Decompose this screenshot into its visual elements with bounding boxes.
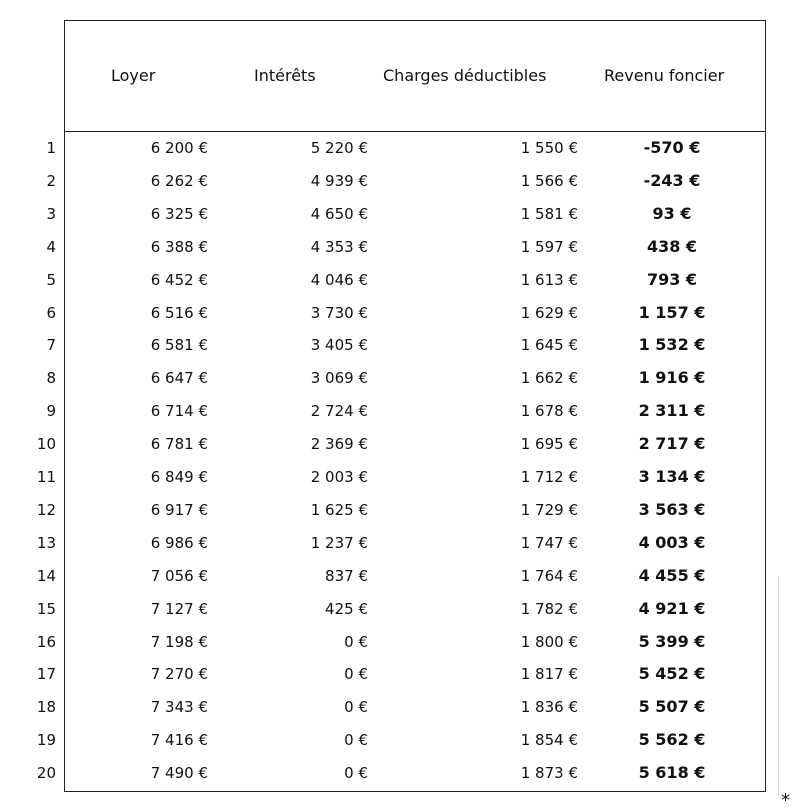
row-index: 15 <box>36 599 56 618</box>
cell-loyer: 6 200 € <box>150 139 208 157</box>
row-index: 3 <box>46 204 56 223</box>
cell-loyer: 6 986 € <box>150 533 208 552</box>
cell-interets: 2 724 € <box>310 402 368 421</box>
header-charges: Charges déductibles <box>383 66 547 85</box>
row-index: 17 <box>36 665 56 684</box>
cell-revenu: -570 € <box>643 138 701 157</box>
cell-interets: 3 405 € <box>310 336 368 355</box>
cell-charges: 1 729 € <box>520 500 578 519</box>
footnote-asterisk: * <box>781 790 790 811</box>
cell-interets: 1 237 € <box>310 533 368 552</box>
header-interets: Intérêts <box>254 66 316 85</box>
cell-charges: 1 873 € <box>520 764 578 783</box>
cell-loyer: 7 270 € <box>150 665 208 684</box>
cell-interets: 3 730 € <box>310 303 368 322</box>
row-index: 11 <box>36 468 56 486</box>
cell-interets: 4 939 € <box>310 171 368 190</box>
cell-revenu: 438 € <box>646 236 698 256</box>
row-index: 16 <box>36 632 56 651</box>
cell-revenu: 4 921 € <box>638 598 706 618</box>
cell-charges: 1 800 € <box>520 632 578 651</box>
cell-charges: 1 629 € <box>520 303 578 322</box>
cell-interets: 5 220 € <box>310 139 368 157</box>
cell-revenu: 93 € <box>652 203 692 223</box>
cell-loyer: 6 849 € <box>150 468 208 486</box>
row-index: 18 <box>36 698 56 717</box>
cell-charges: 1 645 € <box>520 336 578 355</box>
cell-charges: 1 854 € <box>520 731 578 750</box>
cell-revenu: 5 618 € <box>638 763 706 783</box>
cell-charges: 1 836 € <box>520 698 578 717</box>
cell-interets: 0 € <box>344 698 368 717</box>
cell-loyer: 6 516 € <box>150 303 208 322</box>
row-index: 4 <box>46 237 56 256</box>
cell-loyer: 6 388 € <box>150 237 208 256</box>
cell-charges: 1 747 € <box>520 533 578 552</box>
cell-interets: 0 € <box>344 665 368 684</box>
cell-revenu: 793 € <box>646 269 698 289</box>
cell-interets: 0 € <box>344 731 368 750</box>
row-index: 12 <box>36 500 56 519</box>
cell-loyer: 7 198 € <box>150 632 208 651</box>
edge-mark <box>778 576 781 796</box>
cell-charges: 1 782 € <box>520 599 578 618</box>
cell-charges: 1 817 € <box>520 665 578 684</box>
cell-loyer: 6 647 € <box>150 369 208 388</box>
cell-loyer: 6 917 € <box>150 500 208 519</box>
header-revenu: Revenu foncier <box>604 66 725 85</box>
cell-interets: 4 650 € <box>310 204 368 223</box>
row-index: 5 <box>46 270 56 289</box>
row-index: 2 <box>46 171 56 190</box>
cell-charges: 1 581 € <box>520 204 578 223</box>
row-index: 8 <box>46 369 56 388</box>
cell-revenu: 2 717 € <box>638 434 706 454</box>
cell-loyer: 6 262 € <box>150 171 208 190</box>
cell-loyer: 6 781 € <box>150 435 208 454</box>
cell-charges: 1 613 € <box>520 270 578 289</box>
cell-revenu: 1 532 € <box>638 335 706 355</box>
cell-charges: 1 550 € <box>520 139 578 157</box>
cell-loyer: 7 056 € <box>150 566 208 585</box>
cell-charges: 1 597 € <box>520 237 578 256</box>
cell-loyer: 7 490 € <box>150 764 208 783</box>
cell-interets: 0 € <box>344 632 368 651</box>
cell-charges: 1 566 € <box>520 171 578 190</box>
cell-interets: 425 € <box>325 599 368 618</box>
cell-charges: 1 764 € <box>520 566 578 585</box>
cell-revenu: 5 507 € <box>638 697 706 717</box>
cell-revenu: -243 € <box>643 170 701 190</box>
cell-revenu: 5 562 € <box>638 730 706 750</box>
cell-revenu: 4 003 € <box>638 532 706 552</box>
row-index: 19 <box>36 731 56 750</box>
row-index: 20 <box>36 764 56 783</box>
cell-interets: 1 625 € <box>310 500 368 519</box>
cell-loyer: 6 325 € <box>150 204 208 223</box>
header-loyer: Loyer <box>111 66 156 85</box>
cell-interets: 4 353 € <box>310 237 368 256</box>
row-index: 10 <box>36 435 56 454</box>
cell-charges: 1 712 € <box>520 468 578 486</box>
cell-revenu: 4 455 € <box>638 565 706 585</box>
row-index: 6 <box>46 303 56 322</box>
row-index: 9 <box>46 402 56 421</box>
cell-revenu: 2 311 € <box>638 401 706 421</box>
row-index: 7 <box>46 336 56 355</box>
row-index: 14 <box>36 566 56 585</box>
cell-charges: 1 695 € <box>520 435 578 454</box>
cell-interets: 3 069 € <box>310 369 368 388</box>
cell-charges: 1 678 € <box>520 402 578 421</box>
cell-revenu: 3 563 € <box>638 499 706 519</box>
cell-revenu: 1 157 € <box>638 302 706 322</box>
cell-revenu: 3 134 € <box>638 467 706 486</box>
cell-loyer: 6 714 € <box>150 402 208 421</box>
cell-interets: 4 046 € <box>310 270 368 289</box>
cell-interets: 837 € <box>325 566 368 585</box>
row-index: 1 <box>46 139 56 157</box>
cell-loyer: 7 343 € <box>150 698 208 717</box>
cell-interets: 2 369 € <box>310 435 368 454</box>
cell-loyer: 7 127 € <box>150 599 208 618</box>
cell-interets: 2 003 € <box>310 468 368 486</box>
row-index: 13 <box>36 533 56 552</box>
cell-loyer: 6 581 € <box>150 336 208 355</box>
cell-charges: 1 662 € <box>520 369 578 388</box>
cell-loyer: 7 416 € <box>150 731 208 750</box>
cell-revenu: 1 916 € <box>638 368 706 388</box>
cell-revenu: 5 399 € <box>638 631 706 651</box>
cell-revenu: 5 452 € <box>638 664 706 684</box>
cell-interets: 0 € <box>344 764 368 783</box>
cell-loyer: 6 452 € <box>150 270 208 289</box>
